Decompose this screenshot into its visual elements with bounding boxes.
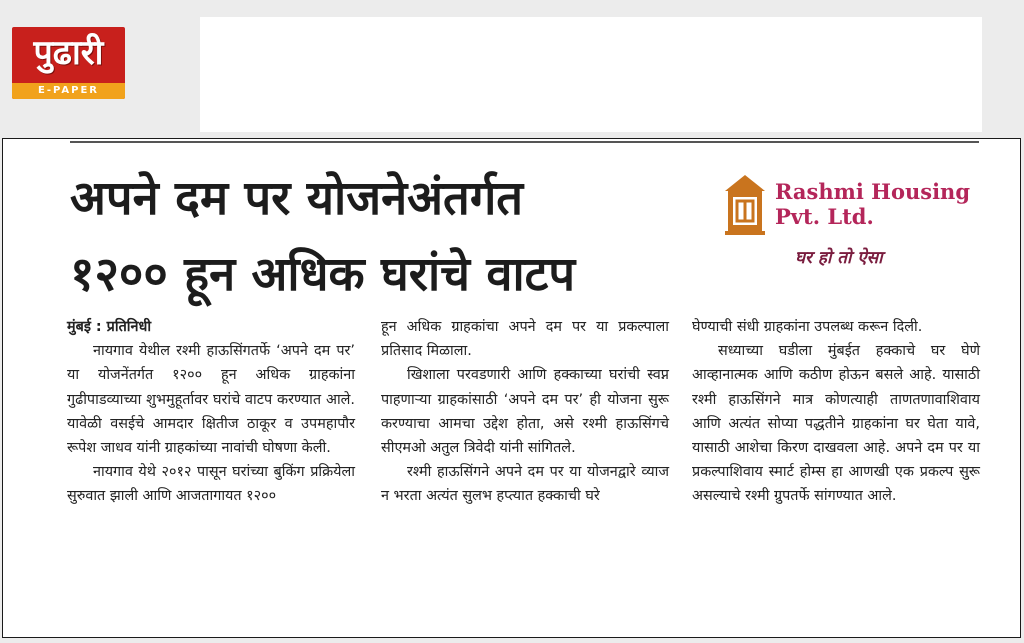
headline-line-2: १२०० हून अधिक घरांचे वाटप (70, 247, 576, 302)
logo-subtitle: E-PAPER (12, 83, 125, 99)
brand-name-line-1: Rashmi Housing (775, 179, 971, 204)
paragraph: घेण्याची संधी ग्राहकांना उपलब्ध करून दिली. (692, 319, 923, 335)
paragraph: सध्याच्या घडीला मुंबईत हक्काचे घर घेणे आव्हानात्मक आणि कठीण होऊन बसले आहे. यासाठी रश्मी हाऊसिंगने मात्र कोणत्याही ताणतणावाशिवाय आणि अत्यंत सोप्या पद्धतीने ग्राहकांना घर घेता यावे, यासाठी आशेचा किरण दाखवला आहे. अपने दम पर या प्रकल्पाशिवाय स्मार्ट होम्स हा आणखी एक प्रकल्प सुरू असल्याचे रश्मी ग्रुपतर्फे सांगण्यात आले. (692, 343, 980, 505)
headline-line-1: अपने दम पर योजनेअंतर्गत (70, 171, 524, 226)
article-column-2 (381, 315, 669, 509)
brand-name-line-2: Pvt. Ltd. (775, 204, 874, 229)
ad-banner-slot (200, 17, 982, 132)
newspaper-clipping (2, 138, 1021, 638)
brand-tagline: घर हो तो ऐसा (795, 248, 883, 268)
logo-text: पुढारी (33, 33, 104, 73)
paragraph: नायगाव येथील रश्मी हाऊसिंगतर्फे ‘अपने दम पर’ या योजनेंतर्गत १२०० हून अधिक ग्राहकांना गुढीपाडव्याच्या शुभमुहूर्तावर घरांचे वाटप करण्यात आले. यावेळी वसईचे आमदार क्षितीज ठाकूर व उपमहापौर रूपेश जाधव यांनी ग्राहकांच्या नावांची घोषणा केली. (67, 343, 355, 457)
dateline: मुंबई : प्रतिनिधी (67, 319, 152, 335)
article-column-3 (692, 315, 980, 509)
paragraph: खिशाला परवडणारी आणि हक्काच्या घरांची स्वप्न पाहणाऱ्या ग्राहकांसाठी ‘अपने दम पर’ ही योजना सुरू करण्याचा आमचा उद्देश होता, असे रश्मी हाऊसिंगचे सीएमओ अतुल त्रिवेदी यांनी सांगितले. (381, 367, 669, 457)
pudhari-logo[interactable] (12, 27, 125, 99)
rashmi-housing-ad (719, 169, 981, 287)
article-column-1 (67, 315, 355, 509)
article-headline (70, 161, 710, 313)
rashmi-house-icon (723, 173, 767, 237)
top-rule (70, 141, 979, 143)
paragraph: हून अधिक ग्राहकांचा अपने दम पर या प्रकल्पाला प्रतिसाद मिळाला. (381, 319, 669, 360)
paragraph: रश्मी हाऊसिंगने अपने दम पर या योजनद्वारे व्याज न भरता अत्यंत सुलभ हप्त्यात हक्काची घरे (381, 464, 669, 505)
brand-name (775, 179, 985, 229)
paragraph: नायगाव येथे २०१२ पासून घरांच्या बुकिंग प्रक्रियेला सुरुवात झाली आणि आजतागायत १२०० (67, 464, 355, 505)
top-bar (0, 0, 1024, 140)
